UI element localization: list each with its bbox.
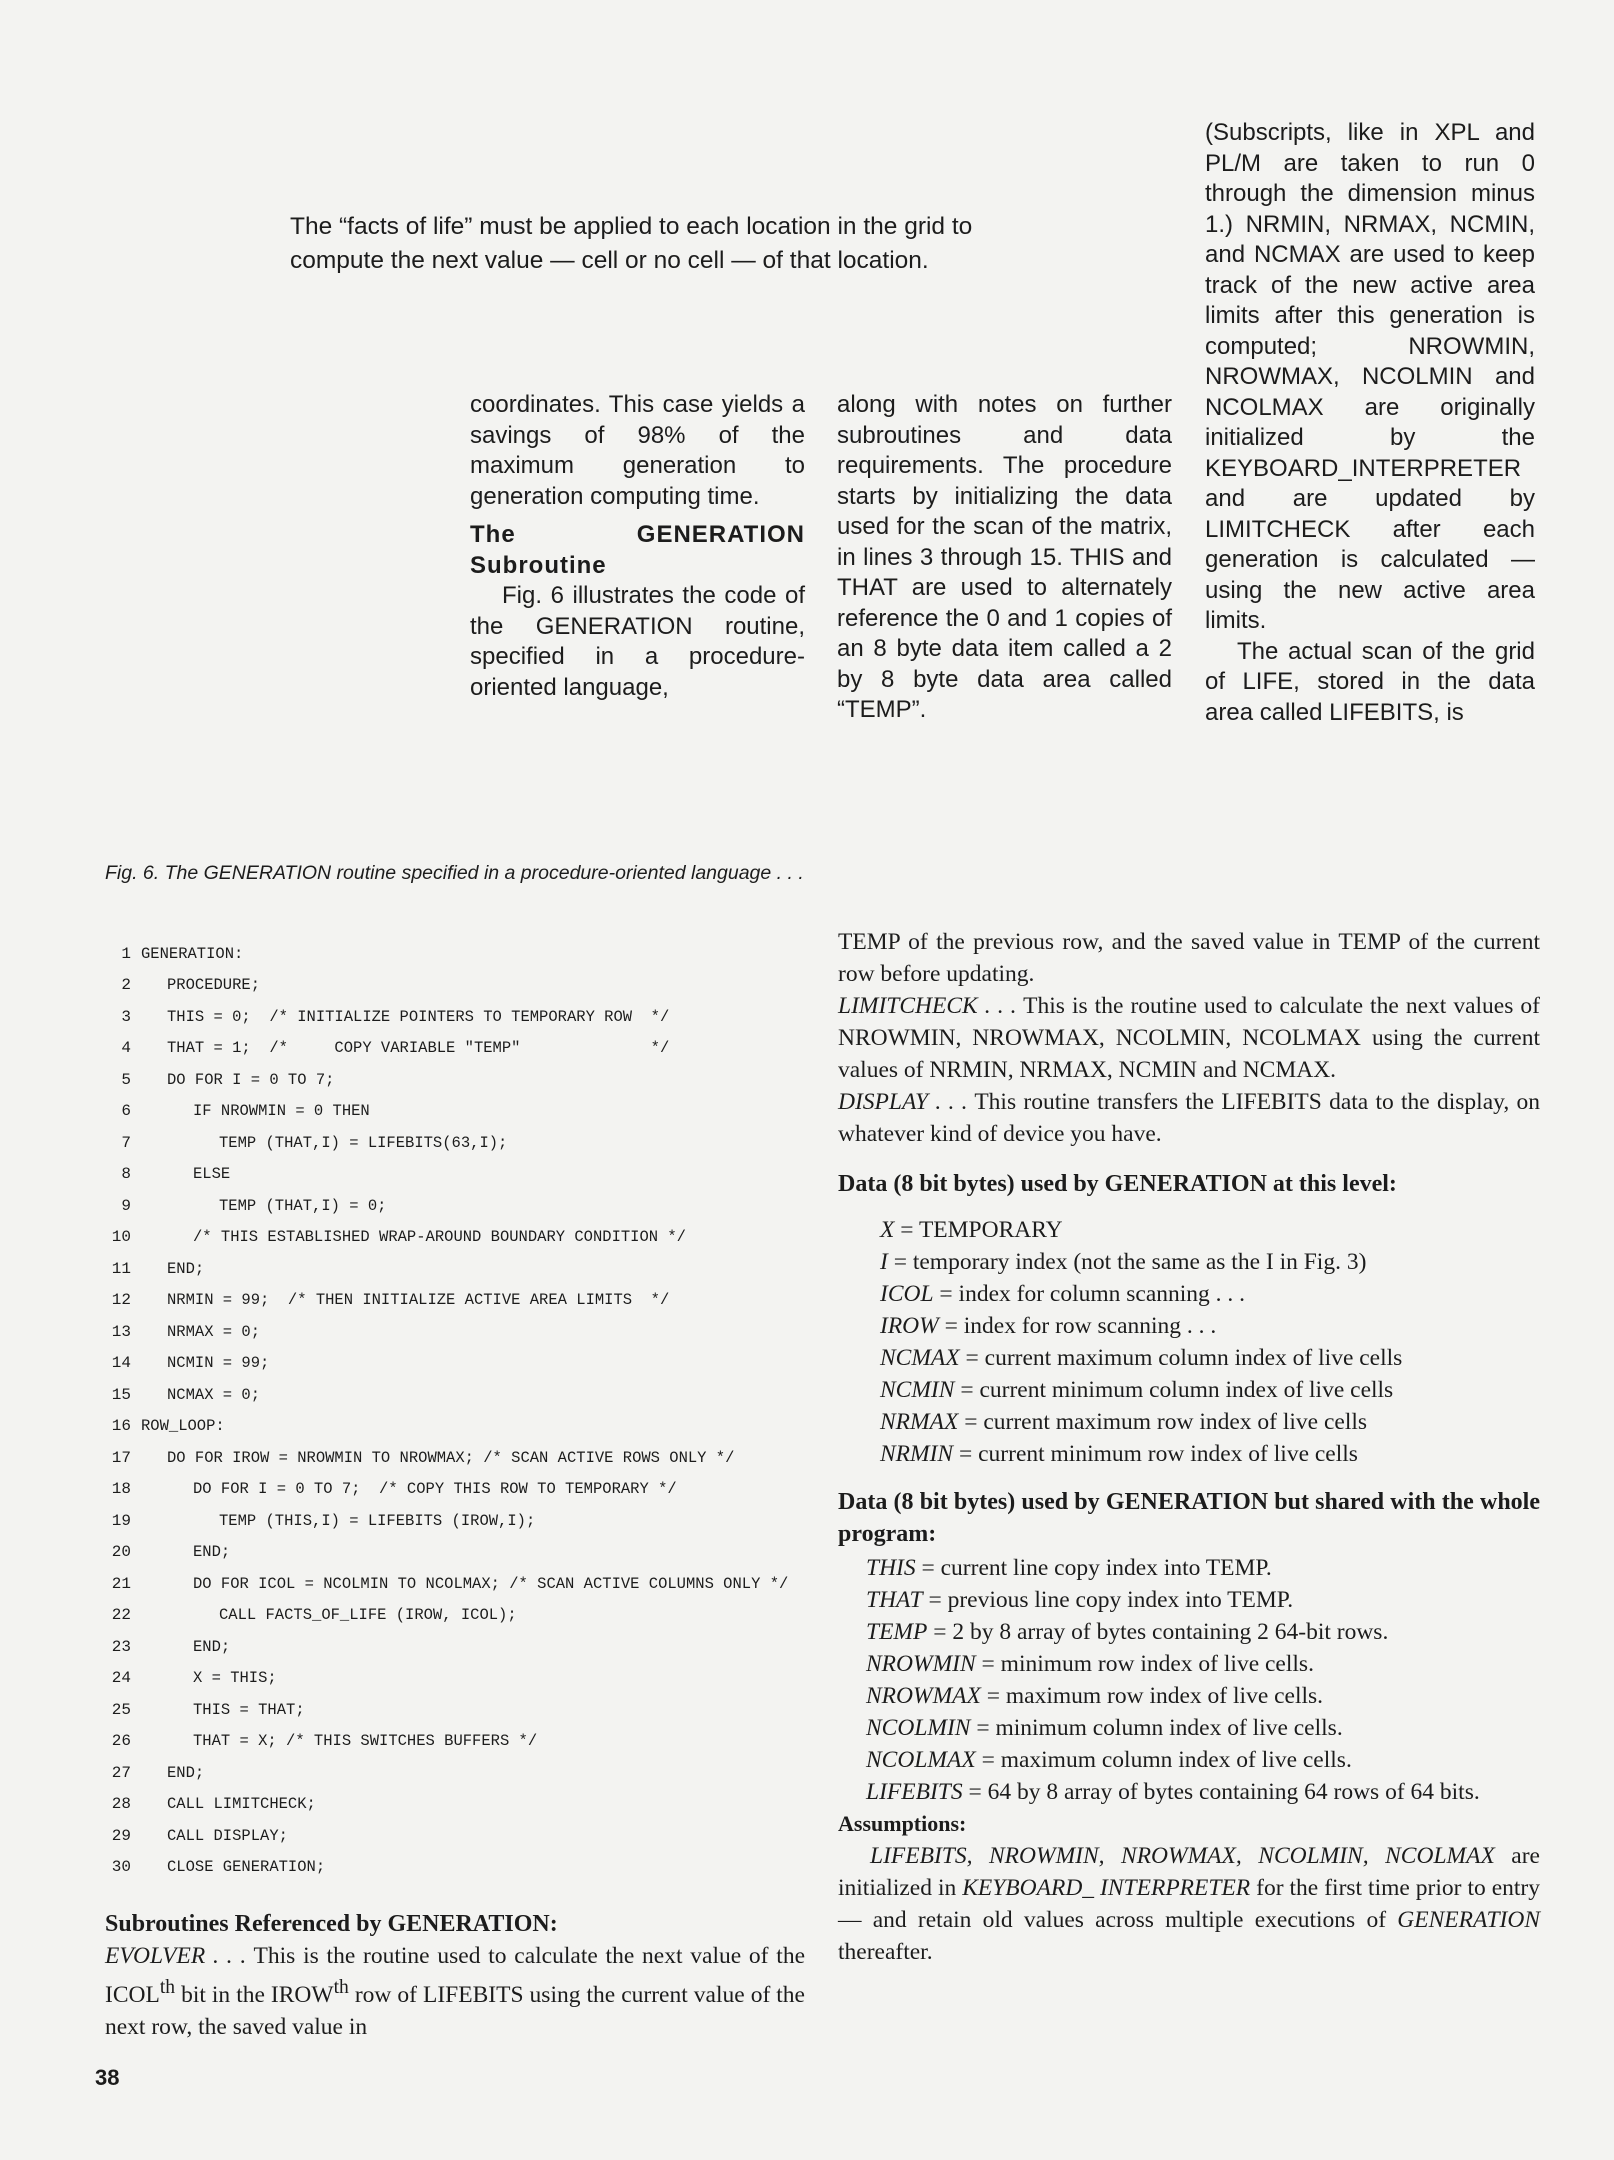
code-text: THIS = 0; /* INITIALIZE POINTERS TO TEMPORARY ROW */ (167, 1007, 670, 1026)
page-number: 38 (95, 2065, 120, 2090)
data-local-list (880, 1214, 1540, 1470)
paragraph: The actual scan of the grid of LIFE, stored in the data area called LIFEBITS, is (1205, 637, 1535, 726)
line-number: 7 (121, 1133, 131, 1152)
code-text: END; (193, 1637, 231, 1656)
code-line (105, 1096, 825, 1128)
line-number: 10 (111, 1228, 131, 1247)
code-line (105, 970, 825, 1002)
code-line (105, 1033, 825, 1065)
line-number: 15 (111, 1385, 131, 1404)
code-line (105, 1127, 825, 1159)
code-text: THAT = X; /* THIS SWITCHES BUFFERS */ (193, 1732, 538, 1751)
data-shared-list (866, 1552, 1540, 1808)
code-line (105, 1411, 825, 1443)
data-local-heading: Data (8 bit bytes) used by GENERATION at this level: (838, 1171, 1397, 1197)
code-line (105, 1222, 825, 1254)
line-number: 25 (111, 1700, 131, 1719)
code-text: IF NROWMIN = 0 THEN (193, 1102, 370, 1121)
definition-item (866, 1648, 1540, 1680)
paragraph: (Subscripts, like in XPL and PL/M are taken to run 0 through the dimension minus 1.) NRMIN, NRMAX, NCMIN, and NCMAX are used to keep track of the new active area limits after this generation is computed; NROWMIN, NROWMAX, NCOLMIN and NCOLMAX are originally initialized by the KEYBOARD_INTERPRETER and are updated by LIMITCHECK after each generation is calculated — using the new active area limits. (1205, 119, 1535, 634)
variable-description: = minimum row index of live cells. (975, 1651, 1314, 1677)
variable-name: THAT (866, 1587, 923, 1613)
code-text: GENERATION: (141, 944, 244, 963)
line-number: 23 (111, 1637, 131, 1656)
line-number: 22 (111, 1606, 131, 1625)
code-line (105, 1474, 825, 1506)
variable-name: ICOL (880, 1281, 934, 1307)
subroutines-heading: Subroutines Referenced by GENERATION: (105, 1911, 558, 1937)
code-text: DO FOR ICOL = NCOLMIN TO NCOLMAX; /* SCAN ACTIVE COLUMNS ONLY */ (193, 1574, 789, 1593)
code-line (105, 1159, 825, 1191)
variable-description: = index for row scanning . . . (938, 1313, 1217, 1339)
variable-name: LIFEBITS (866, 1779, 963, 1805)
line-number: 3 (121, 1007, 131, 1026)
line-number: 20 (111, 1543, 131, 1562)
code-text: CALL FACTS_OF_LIFE (IROW, ICOL); (219, 1606, 517, 1625)
variable-description: = current minimum column index of live cells (954, 1377, 1394, 1403)
code-line (105, 1348, 825, 1380)
code-line (105, 1064, 825, 1096)
line-number: 16 (111, 1417, 131, 1436)
column-right-top (1205, 118, 1535, 728)
section-heading: The GENERATION Subroutine (470, 521, 805, 579)
line-number: 21 (111, 1574, 131, 1593)
code-line (105, 1285, 825, 1317)
paragraph: Fig. 6 illustrates the code of the GENERATION routine, specified in a procedure-oriented language, (470, 582, 805, 701)
line-number: 17 (111, 1448, 131, 1467)
variable-description: = current maximum row index of live cells (958, 1409, 1368, 1435)
evolver-continuation: TEMP of the previous row, and the saved value in TEMP of the current row before updating. (838, 929, 1540, 987)
variable-name: IROW (880, 1313, 939, 1339)
column-2 (837, 390, 1172, 726)
code-text: NRMAX = 0; (167, 1322, 261, 1341)
variable-name: NRMAX (880, 1409, 959, 1435)
line-number: 28 (111, 1795, 131, 1814)
variable-description: = temporary index (not the same as the I in Fig. 3) (887, 1249, 1367, 1275)
variable-name: NROWMIN (866, 1651, 976, 1677)
text: KEYBOARD_ INTERPRETER (962, 1875, 1251, 1901)
variable-name: NCOLMIN (866, 1715, 971, 1741)
subroutines-section (105, 1908, 805, 2043)
line-number: 11 (111, 1259, 131, 1278)
definition-item (866, 1680, 1540, 1712)
line-number: 19 (111, 1511, 131, 1530)
code-text: TEMP (THAT,I) = LIFEBITS(63,I); (219, 1133, 508, 1152)
code-line (105, 1190, 825, 1222)
code-text: PROCEDURE; (167, 976, 261, 995)
evolver-text: row of LIFEBITS using the current value of the next row, the saved value in (105, 1981, 805, 2040)
text: are initialized in (838, 1843, 1540, 1901)
figure-caption: Fig. 6. The GENERATION routine specified in a procedure-oriented language . . . (105, 862, 804, 884)
paragraph: coordinates. This case yields a savings of 98% of the maximum generation to generation computing time. (470, 391, 805, 510)
definition-item (866, 1744, 1540, 1776)
variable-name: NCMAX (880, 1345, 960, 1371)
variable-description: = TEMPORARY (894, 1217, 1063, 1243)
code-text: TEMP (THAT,I) = 0; (219, 1196, 387, 1215)
code-text: END; (193, 1543, 231, 1562)
definition-item (866, 1552, 1540, 1584)
variable-description: = index for column scanning . . . (933, 1281, 1246, 1307)
superscript: th (159, 1977, 176, 1998)
code-text: NCMAX = 0; (167, 1385, 261, 1404)
code-text: DO FOR I = 0 TO 7; /* COPY THIS ROW TO TEMPORARY */ (193, 1480, 677, 1499)
code-line (105, 1537, 825, 1569)
line-number: 8 (121, 1165, 131, 1184)
variable-name: THIS (866, 1555, 916, 1581)
line-number: 9 (121, 1196, 131, 1215)
assumptions-text (838, 1840, 1540, 1968)
code-line (105, 1663, 825, 1695)
code-line (105, 1253, 825, 1285)
code-text: X = THIS; (193, 1669, 277, 1688)
definition-item (866, 1712, 1540, 1744)
variable-description: = previous line copy index into TEMP. (922, 1587, 1294, 1613)
code-text: ELSE (193, 1165, 231, 1184)
code-line (105, 1505, 825, 1537)
line-number: 27 (111, 1763, 131, 1782)
code-text: CALL DISPLAY; (167, 1826, 288, 1845)
variable-name: NRMIN (880, 1441, 954, 1467)
variable-description: = 64 by 8 array of bytes containing 64 rows of 64 bits. (962, 1779, 1480, 1805)
code-text: DO FOR I = 0 TO 7; (167, 1070, 335, 1089)
code-text: END; (167, 1259, 205, 1278)
definition-item (866, 1616, 1540, 1648)
line-number: 5 (121, 1070, 131, 1089)
code-line (105, 1379, 825, 1411)
definition-item (866, 1776, 1540, 1808)
line-number: 30 (111, 1858, 131, 1877)
variable-name: X (880, 1217, 895, 1243)
code-line (105, 1726, 825, 1758)
line-number: 12 (111, 1291, 131, 1310)
definition-item (880, 1374, 1540, 1406)
data-shared-heading: Data (8 bit bytes) used by GENERATION but shared with the whole program: (838, 1489, 1540, 1547)
paragraph: along with notes on further subroutines and data requirements. The procedure starts by initializing the data used for the scan of the matrix, in lines 3 through 15. THIS and THAT are used to alternately reference the 0 and 1 copies of an 8 byte data item called a 2 by 8 byte data area called “TEMP”. (837, 391, 1172, 723)
definition-item (880, 1342, 1540, 1374)
definition-item (866, 1584, 1540, 1616)
variable-description: = maximum row index of live cells. (980, 1683, 1324, 1709)
definition-item (880, 1214, 1540, 1246)
code-line (105, 1789, 825, 1821)
line-number: 29 (111, 1826, 131, 1845)
variable-description: = 2 by 8 array of bytes containing 2 64-bit rows. (927, 1619, 1389, 1645)
code-text: THIS = THAT; (193, 1700, 305, 1719)
code-text: END; (167, 1763, 205, 1782)
definition-item (880, 1278, 1540, 1310)
definition-item (880, 1406, 1540, 1438)
variable-name: I (880, 1249, 888, 1275)
limitcheck-name: LIMITCHECK . . . (838, 993, 1017, 1019)
line-number: 6 (121, 1102, 131, 1121)
limitcheck-text: This is the routine used to calculate the next values of NROWMIN, NROWMAX, NCOLMIN, NCOLMAX using the current values of NRMIN, NRMAX, NCMIN and NCMAX. (838, 993, 1540, 1083)
line-number: 2 (121, 976, 131, 995)
line-number: 4 (121, 1039, 131, 1058)
variable-name: NCMIN (880, 1377, 955, 1403)
line-number: 1 (121, 944, 131, 963)
line-number: 24 (111, 1669, 131, 1688)
lead-caption: The “facts of life” must be applied to each location in the grid to compute the next value — cell or no cell — of that location. (290, 213, 973, 274)
code-text: CALL LIMITCHECK; (167, 1795, 316, 1814)
variable-description: = current line copy index into TEMP. (915, 1555, 1272, 1581)
variable-description: = minimum column index of live cells. (970, 1715, 1343, 1741)
assumptions-heading: Assumptions: (838, 1811, 967, 1836)
text: for the first time prior to entry — and retain old values across multiple executions of (838, 1875, 1540, 1933)
variable-description: = current minimum row index of live cells (953, 1441, 1358, 1467)
code-line (105, 1568, 825, 1600)
evolver-text: This is the routine used to calculate the next value of the ICOL (105, 1943, 805, 2008)
column-1 (470, 390, 805, 703)
variable-description: = maximum column index of live cells. (975, 1747, 1352, 1773)
display-name: DISPLAY . . . (838, 1089, 968, 1115)
code-text: /* THIS ESTABLISHED WRAP-AROUND BOUNDARY CONDITION */ (193, 1228, 686, 1247)
code-listing (105, 938, 825, 1883)
text: GENERATION (1397, 1907, 1540, 1933)
definition-item (880, 1310, 1540, 1342)
code-line (105, 1820, 825, 1852)
code-text: NCMIN = 99; (167, 1354, 270, 1373)
code-line (105, 1001, 825, 1033)
code-line (105, 1316, 825, 1348)
text: thereafter. (838, 1939, 933, 1965)
line-number: 13 (111, 1322, 131, 1341)
code-line (105, 1442, 825, 1474)
assumption-vars: LIFEBITS, NROWMIN, NROWMAX, NCOLMIN, NCOLMAX (870, 1843, 1495, 1869)
variable-description: = current maximum column index of live cells (959, 1345, 1403, 1371)
code-text: TEMP (THIS,I) = LIFEBITS (IROW,I); (219, 1511, 536, 1530)
code-text: CLOSE GENERATION; (167, 1858, 326, 1877)
code-text: NRMIN = 99; /* THEN INITIALIZE ACTIVE AREA LIMITS */ (167, 1291, 670, 1310)
code-line (105, 1852, 825, 1884)
evolver-name: EVOLVER . . . (105, 1943, 247, 1969)
line-number: 18 (111, 1480, 131, 1499)
column-right-bottom (838, 926, 1540, 1968)
display-text: This routine transfers the LIFEBITS data to the display, on whatever kind of device you have. (838, 1089, 1540, 1147)
code-text: THAT = 1; /* COPY VARIABLE "TEMP" */ (167, 1039, 670, 1058)
code-line (105, 1694, 825, 1726)
code-line (105, 938, 825, 970)
variable-name: TEMP (866, 1619, 928, 1645)
definition-item (880, 1438, 1540, 1470)
evolver-text: bit in the IROW (175, 1981, 334, 2008)
code-line (105, 1600, 825, 1632)
definition-item (880, 1246, 1540, 1278)
line-number: 26 (111, 1732, 131, 1751)
variable-name: NROWMAX (866, 1683, 981, 1709)
superscript: th (333, 1977, 349, 1998)
code-line (105, 1757, 825, 1789)
code-text: ROW_LOOP: (141, 1417, 225, 1436)
variable-name: NCOLMAX (866, 1747, 976, 1773)
code-text: DO FOR IROW = NROWMIN TO NROWMAX; /* SCAN ACTIVE ROWS ONLY */ (167, 1448, 735, 1467)
code-line (105, 1631, 825, 1663)
line-number: 14 (111, 1354, 131, 1373)
